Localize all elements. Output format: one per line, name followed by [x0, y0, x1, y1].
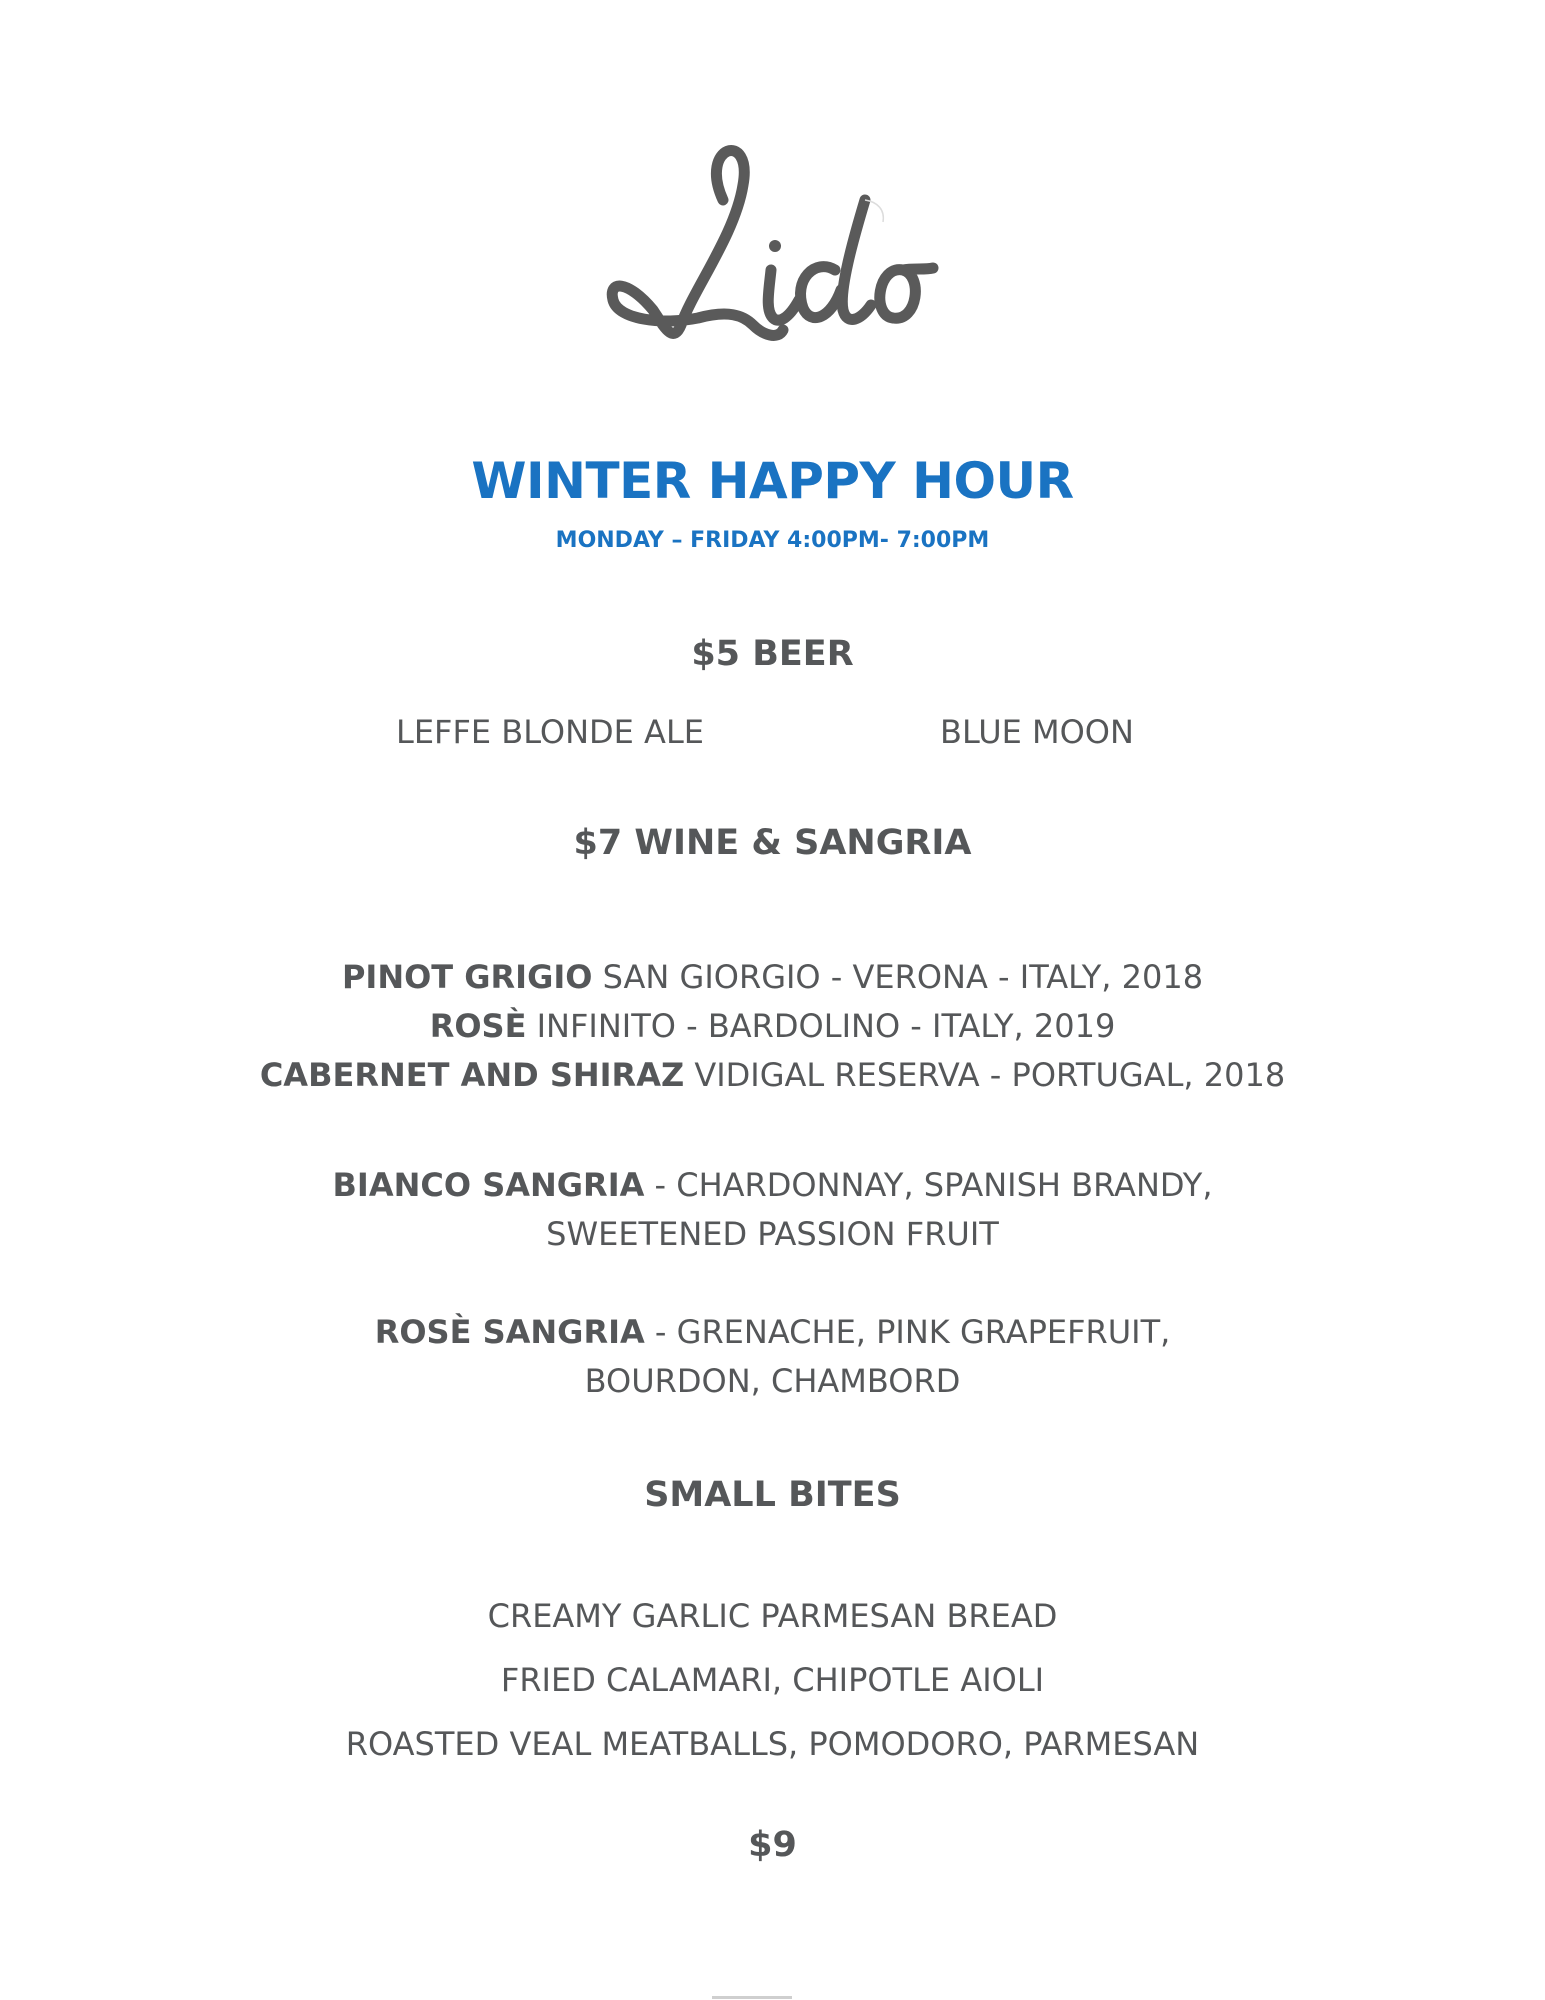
bite-item: ROASTED VEAL MEATBALLS, POMODORO, PARMESAN	[345, 1725, 1200, 1763]
bite-item: FRIED CALAMARI, CHIPOTLE AIOLI	[500, 1661, 1045, 1699]
wine-name: CABERNET AND SHIRAZ	[259, 1056, 685, 1094]
wine-item	[0, 958, 1545, 996]
beer-item: LEFFE BLONDE ALE	[396, 713, 704, 751]
page-edge-mark	[712, 1996, 792, 1999]
menu-title: WINTER HAPPY HOUR	[471, 452, 1074, 510]
wine-sangria-heading: $7 WINE & SANGRIA	[573, 823, 972, 863]
wine-item	[0, 1007, 1545, 1045]
wine-detail: INFINITO - BARDOLINO - ITALY, 2019	[526, 1007, 1116, 1045]
sangria-detail: - GRENACHE, PINK GRAPEFRUIT,	[644, 1313, 1171, 1351]
sangria-detail: - CHARDONNAY, SPANISH BRANDY,	[644, 1166, 1213, 1204]
sangria-detail-line: BOURDON, CHAMBORD	[584, 1362, 961, 1400]
wine-item	[0, 1056, 1545, 1094]
sangria-name: ROSÈ SANGRIA	[374, 1313, 645, 1351]
beer-heading: $5 BEER	[691, 634, 854, 674]
lido-logo	[0, 140, 1545, 350]
bites-price: $9	[748, 1825, 797, 1865]
wine-name: PINOT GRIGIO	[341, 958, 593, 996]
sangria-item	[0, 1166, 1545, 1204]
happy-hour-times: MONDAY – FRIDAY 4:00PM- 7:00PM	[555, 528, 990, 553]
sangria-name: BIANCO SANGRIA	[332, 1166, 645, 1204]
sangria-item	[0, 1313, 1545, 1351]
lido-script-logo	[603, 140, 943, 350]
wine-detail: VIDIGAL RESERVA - PORTUGAL, 2018	[684, 1056, 1286, 1094]
sangria-detail-line: SWEETENED PASSION FRUIT	[546, 1215, 999, 1253]
bite-item: CREAMY GARLIC PARMESAN BREAD	[487, 1597, 1058, 1635]
small-bites-heading: SMALL BITES	[644, 1475, 901, 1515]
wine-detail: SAN GIORGIO - VERONA - ITALY, 2018	[592, 958, 1204, 996]
wine-name: ROSÈ	[429, 1007, 527, 1045]
beer-item: BLUE MOON	[940, 713, 1134, 751]
